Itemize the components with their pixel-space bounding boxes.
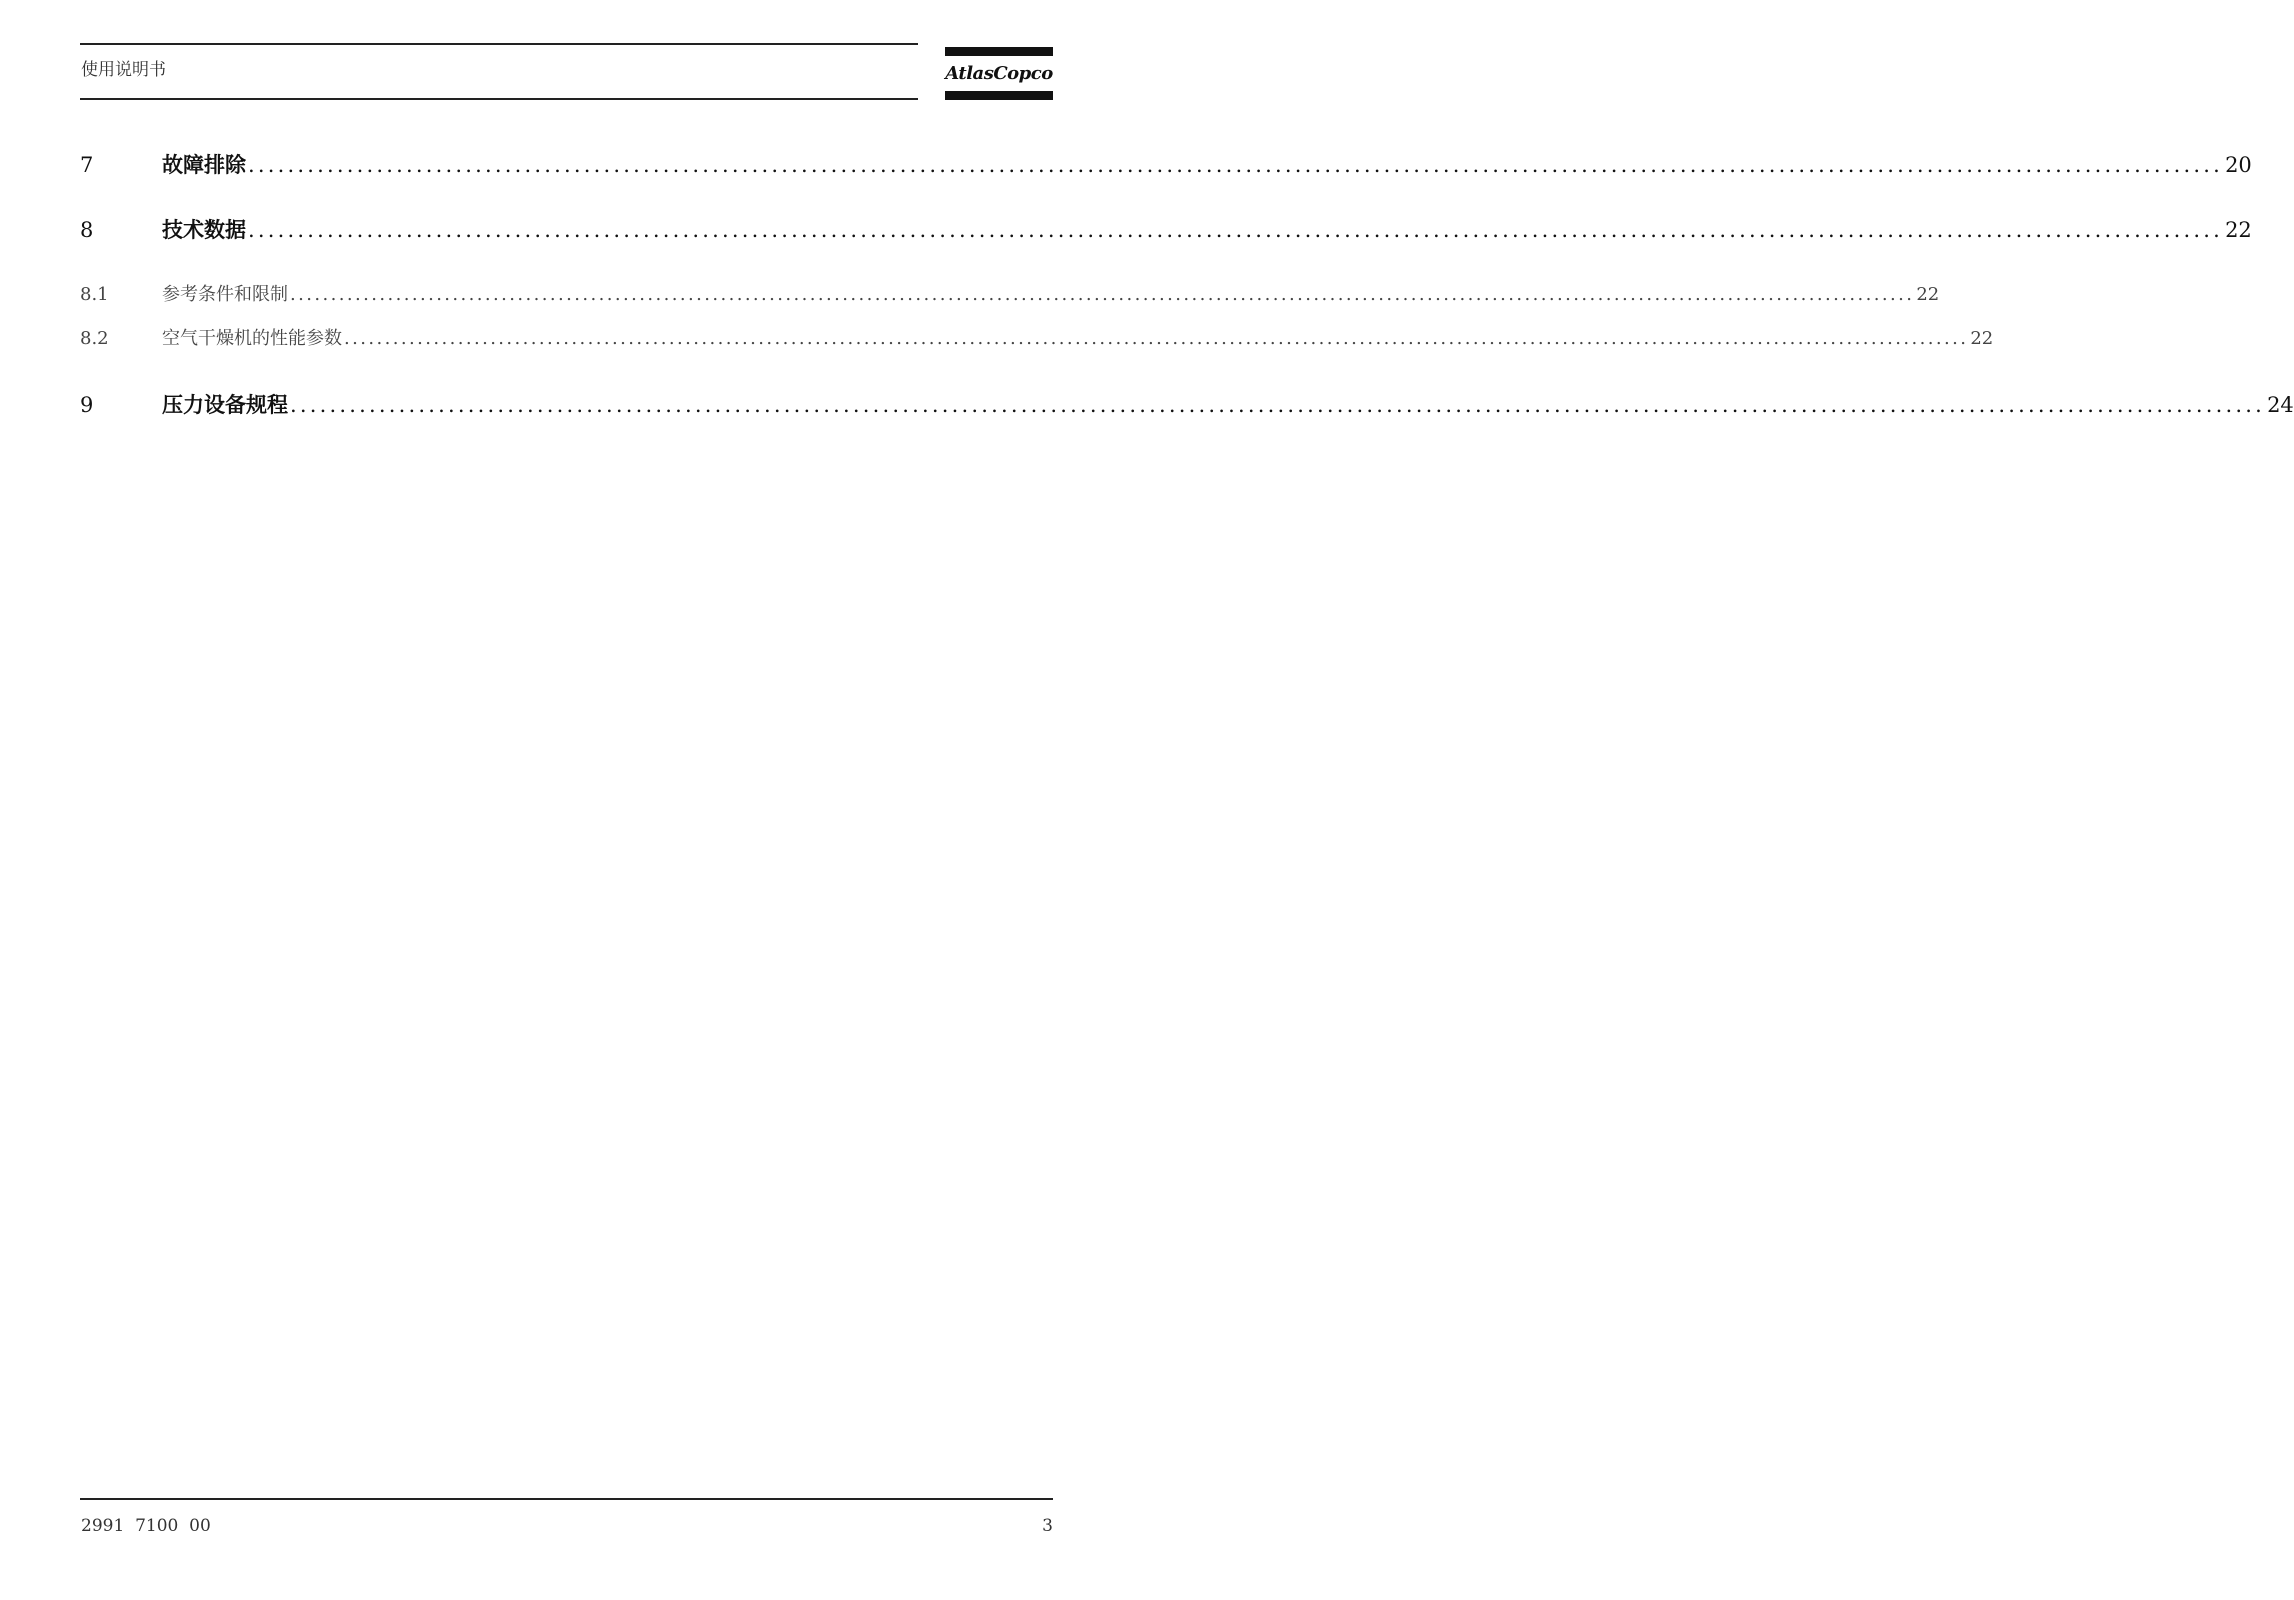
toc-entry-8-2[interactable] [80,326,1994,352]
document-title: 使用说明书 [81,60,166,80]
toc-entry-page: 24 [2267,393,2294,417]
toc-leader-dots: ........................................................................................................................................................................................................ [290,393,2266,417]
logo-bottom-bar [945,91,1053,100]
toc-entry-number: 8.2 [80,328,109,349]
toc-entry-title: 空气干燥机的性能参数 [162,328,342,349]
toc-entry-number: 9 [80,393,94,417]
toc-leader-dots: ........................................................................................................................................................................................................ [248,218,2224,242]
toc-entry-title: 故障排除 [162,152,246,177]
toc-entry-number: 8.1 [80,284,109,305]
toc-entry-page: 22 [2225,218,2252,242]
toc-entry-page: 22 [1970,328,1994,349]
toc-entry-9[interactable] [80,390,2294,420]
toc-entry-title: 压力设备规程 [162,392,288,417]
toc-entry-page: 22 [1916,284,1940,305]
toc-entry-number: 7 [80,153,94,177]
toc-leader-dots: ........................................................................................................................................................................................................ [248,153,2224,177]
footer-rule [80,1498,1053,1500]
document-code: 2991 7100 00 [81,1516,211,1536]
toc-entry-8[interactable] [80,215,2252,245]
toc-entry-8-1[interactable] [80,282,1940,308]
toc-entry-title: 参考条件和限制 [162,284,288,305]
toc-leader-dots: ........................................................................................................................................................................................................ [344,328,1969,349]
logo-wordmark: AtlasCopco [945,63,1053,84]
logo-top-bar [945,47,1053,56]
page-number: 3 [1042,1516,1053,1536]
atlas-copco-logo [945,47,1053,101]
toc-entry-title: 技术数据 [162,217,246,242]
toc-leader-dots: ........................................................................................................................................................................................................ [290,284,1915,305]
header-top-rule [80,43,918,45]
toc-entry-7[interactable] [80,150,2252,180]
toc-entry-number: 8 [80,218,94,242]
toc-entry-page: 20 [2225,153,2252,177]
header-bottom-rule [80,98,918,100]
